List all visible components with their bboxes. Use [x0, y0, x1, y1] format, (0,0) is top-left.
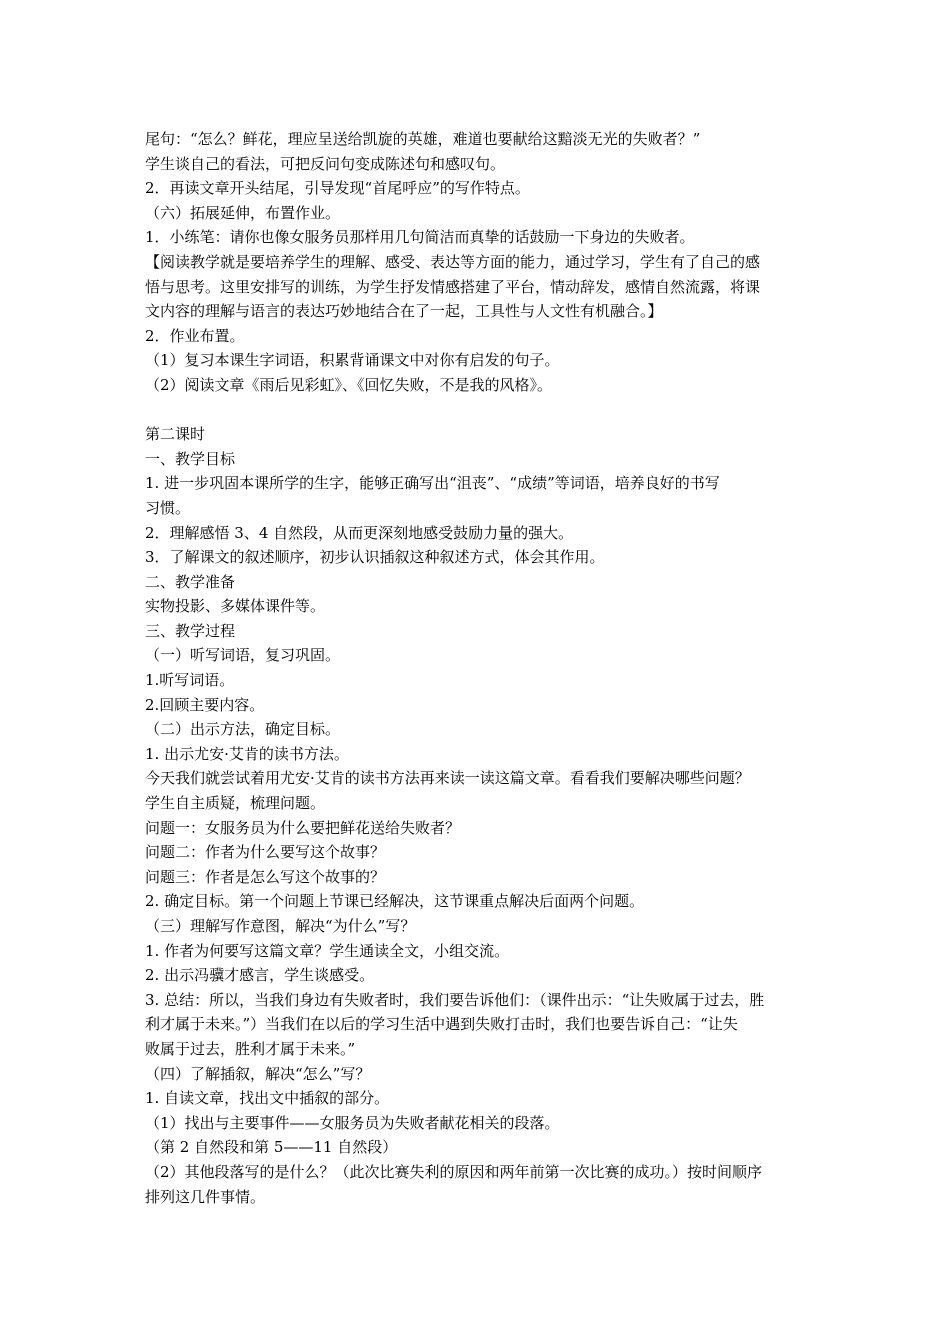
- text-line: 2.回顾主要内容。: [145, 695, 265, 714]
- text-line: 利才属于未来。”）当我们在以后的学习生活中遇到失败打击时，我们也要告诉自己：“让失: [145, 1015, 738, 1034]
- subsection-heading: （二）出示方法，确定目标。: [145, 720, 341, 739]
- blank-line: [145, 398, 825, 423]
- section-heading: 三、教学过程: [145, 621, 236, 640]
- text-line: 2. 确定目标。第一个问题上节课已经解决，这节课重点解决后面两个问题。: [145, 892, 645, 911]
- text-line: 1．小练笔：请你也像女服务员那样用几句简洁而真挚的话鼓励一下身边的失败者。: [145, 228, 695, 247]
- text-line: 学生自主质疑，梳理问题。: [145, 794, 326, 813]
- subsection-heading: （一）听写词语，复习巩固。: [145, 646, 341, 665]
- text-line: 1. 自读文章，找出文中插叙的部分。: [145, 1089, 390, 1108]
- text-line: 悟与思考。这里安排写的训练，为学生抒发情感搭建了平台，情动辞发，感情自然流露，将课: [145, 277, 761, 296]
- text-line: （1）找出与主要事件——女服务员为失败者献花相关的段落。: [145, 1113, 560, 1132]
- text-line: 3. 总结：所以，当我们身边有失败者时，我们要告诉他们：（课件出示：“让失败属于过去，胜: [145, 990, 765, 1009]
- lesson-heading: 第二课时: [145, 425, 206, 444]
- subsection-heading: （三）理解写作意图，解决“为什么”写？: [145, 917, 416, 935]
- text-line: 尾句：“怎么？鲜花，理应呈送给凯旋的英雄，难道也要献给这黯淡无光的失败者？”: [145, 130, 701, 148]
- subsection-heading: （四）了解插叙，解决“怎么”写？: [145, 1064, 371, 1083]
- text-line: 排列这几件事情。: [145, 1187, 266, 1206]
- text-line: 3．了解课文的叙述顺序，初步认识插叙这种叙述方式，体会其作用。: [145, 548, 605, 567]
- text-line: 文内容的理解与语言的表达巧妙地结合在了一起，工具性与人文性有机融合。】: [145, 302, 663, 321]
- text-line: （1）复习本课生字词语，积累背诵课文中对你有启发的句子。: [145, 351, 560, 370]
- text-line: 1. 出示尤安·艾肯的读书方法。: [145, 744, 349, 763]
- text-line: 1.听写词语。: [145, 671, 235, 690]
- section-heading: 一、教学目标: [145, 449, 236, 468]
- text-line: 2．作业布置。: [145, 326, 245, 345]
- section-heading: 二、教学准备: [145, 572, 236, 591]
- section-heading: （六）拓展延伸，布置作业。: [145, 203, 341, 222]
- text-line: 学生谈自己的看法，可把反问句变成陈述句和感叹句。: [145, 154, 506, 173]
- text-line: 1. 进一步巩固本课所学的生字，能够正确写出“沮丧”、“成绩”等词语，培养良好的书写: [145, 474, 720, 493]
- text-line: 问题一：女服务员为什么要把鲜花送给失败者？: [145, 818, 461, 837]
- document-body: [145, 127, 825, 1209]
- text-line: （2）其他段落写的是什么？（此次比赛失利的原因和两年前第一次比赛的成功。）按时间顺序: [145, 1162, 763, 1181]
- text-line: 习惯。: [145, 498, 191, 517]
- text-line: （2）阅读文章《雨后见彩虹》、《回忆失败，不是我的风格》。: [145, 375, 553, 394]
- text-line: 2．再读文章开头结尾，引导发现“首尾呼应”的写作特点。: [145, 179, 530, 198]
- text-line: 2. 出示冯骥才感言，学生谈感受。: [145, 966, 375, 985]
- text-line: 败属于过去，胜利才属于未来。”: [145, 1039, 356, 1058]
- text-line: 2．理解感悟 3、4 自然段，从而更深刻地感受鼓励力量的强大。: [145, 523, 574, 542]
- text-line: 今天我们就尝试着用尤安·艾肯的读书方法再来读一读这篇文章。看看我们要解决哪些问题？: [145, 769, 750, 788]
- text-line: 实物投影、多媒体课件等。: [145, 597, 326, 616]
- text-line: （第 2 自然段和第 5——11 自然段）: [145, 1138, 398, 1157]
- text-line: 问题二：作者为什么要写这个故事？: [145, 843, 386, 862]
- text-line: 1. 作者为何要写这篇文章？学生通读全文，小组交流。: [145, 941, 510, 960]
- text-line: 问题三：作者是怎么写这个故事的？: [145, 867, 386, 886]
- text-line: 【阅读教学就是要培养学生的理解、感受、表达等方面的能力，通过学习，学生有了自己的感: [145, 252, 761, 271]
